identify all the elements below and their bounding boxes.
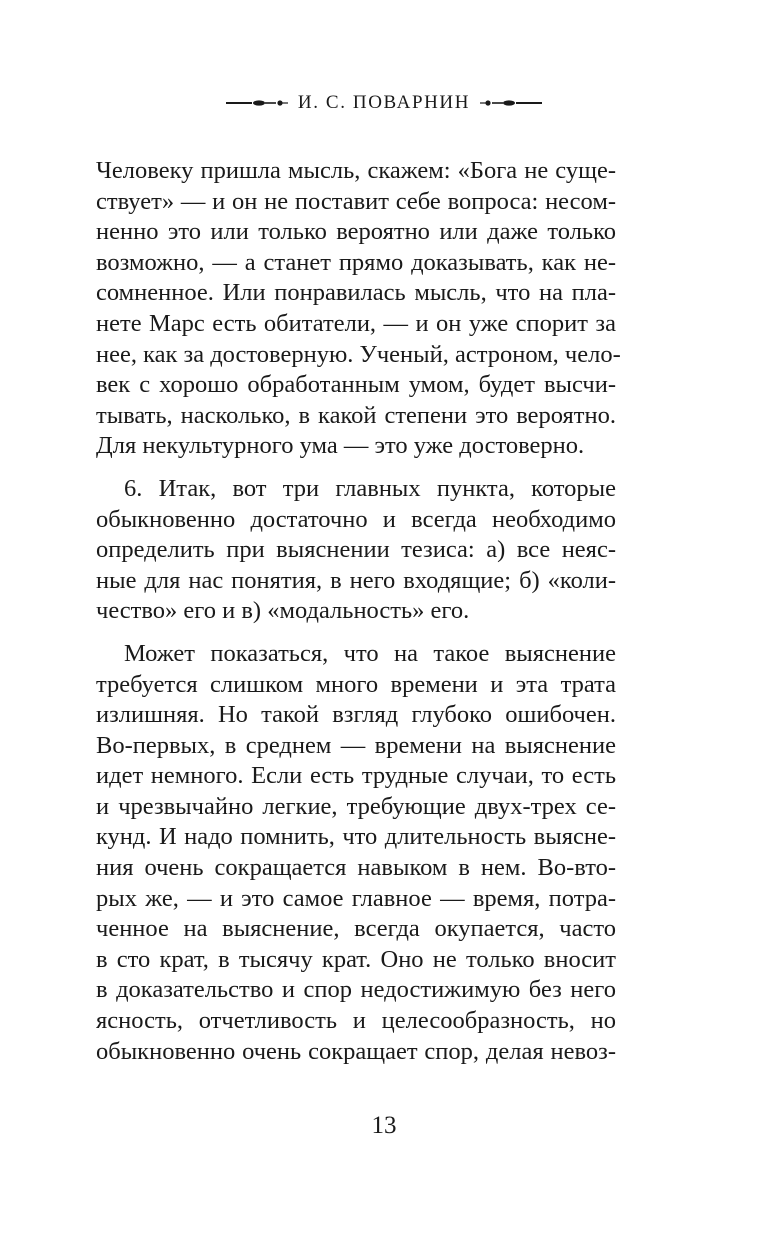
paragraph-1 xyxy=(96,156,621,462)
paragraph-spacer xyxy=(96,462,616,474)
paragraph-spacer xyxy=(96,627,616,639)
text-line: нете Марс есть обитатели, — и он уже спорит за xyxy=(96,309,616,337)
text-line: сомненное. Или понравилась мысль, что на пла- xyxy=(96,279,616,307)
text-line: 6. Итак, вот три главных пункта, которые xyxy=(124,474,616,502)
text-line: в доказательство и спор недостижимую без него xyxy=(96,976,616,1004)
text-line: определить при выяснении тезиса: а) все неяс- xyxy=(96,536,616,564)
text-line: обыкновенно достаточно и всегда необходимо xyxy=(96,505,616,533)
text-line: и чрезвычайно легкие, требующие двух-трех се- xyxy=(96,792,616,820)
text-line: ния очень сокращается навыком в нем. Во-вто- xyxy=(96,854,616,882)
text-line: излишняя. Но такой взгляд глубоко ошибочен. xyxy=(96,701,616,729)
page-number: 13 xyxy=(371,1112,397,1139)
body-text xyxy=(96,156,621,1067)
text-line: рых же, — и это самое главное — время, потра- xyxy=(96,884,616,912)
text-line: Человеку пришла мысль, скажем: «Бога не суще- xyxy=(96,157,616,184)
text-line: ненно это или только вероятно или даже только xyxy=(96,218,616,246)
text-line: кунд. И надо помнить, что длительность выясне- xyxy=(96,823,616,851)
text-line: требуется слишком много времени и эта трата xyxy=(96,670,616,698)
text-line: ные для нас понятия, в него входящие; б) «коли- xyxy=(96,566,616,594)
text-line: в сто крат, в тысячу крат. Оно не только вносит xyxy=(96,945,616,973)
text-line: век с хорошо обработанным умом, будет высчи- xyxy=(96,371,616,399)
right-ornament-icon xyxy=(480,97,542,109)
text-line: идет немного. Если есть трудные случаи, то есть xyxy=(96,762,616,790)
text-line: Может показаться, что на такое выяснение xyxy=(124,639,616,667)
paragraph-2 xyxy=(96,474,616,627)
running-title: И. С. ПОВАРНИН xyxy=(297,92,471,113)
text-line: возможно, — а станет прямо доказывать, как не- xyxy=(96,248,616,276)
left-ornament-icon xyxy=(226,97,288,109)
text-line: нее, как за достоверную. Ученый, астроном, чело- xyxy=(96,340,621,368)
text-line: ясность, отчетливость и целесообразность, но xyxy=(96,1007,616,1035)
text-line: ченное на выяснение, всегда окупается, часто xyxy=(96,915,616,943)
text-line: ствует» — и он не поставит себе вопроса: несом- xyxy=(96,187,616,215)
text-line: тывать, насколько, в какой степени это вероятно. xyxy=(96,401,616,429)
text-line: чество» его и в) «модальность» его. xyxy=(96,597,470,625)
text-line: Во-первых, в среднем — времени на выяснение xyxy=(96,731,616,759)
paragraph-3 xyxy=(96,639,616,1067)
text-line: Для некультурного ума — это уже достоверно. xyxy=(96,432,585,460)
text-line: обыкновенно очень сокращает спор, делая невоз- xyxy=(96,1037,616,1065)
running-head xyxy=(0,88,768,118)
